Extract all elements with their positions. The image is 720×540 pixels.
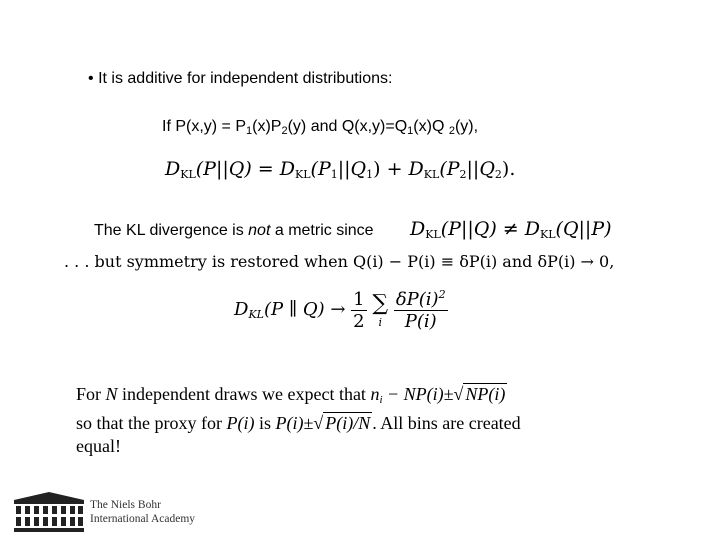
summation: [372, 291, 388, 329]
eq-subscript: KL: [180, 168, 196, 181]
fraction-numerator: 1: [353, 288, 365, 310]
eq-symbol: D: [524, 218, 540, 240]
bullet-line: [88, 70, 392, 88]
not-metric-text: The KL divergence is: [94, 222, 249, 239]
not-metric-line: [94, 222, 374, 240]
para-text: independent draws we expect that: [117, 384, 371, 404]
paragraph-line-3: equal!: [76, 436, 121, 456]
eq-symbol: D: [410, 218, 426, 240]
eq-subscript: 1: [366, 168, 374, 181]
eq-text: (P||Q) =: [195, 158, 280, 180]
symmetry-line: . . . but symmetry is restored when Q(i) − P(i) ≡ δP(i) and δP(i) → 0,: [64, 252, 615, 271]
condition-line: [162, 118, 478, 137]
sum-symbol: ∑: [372, 291, 389, 316]
eq-symbol: D: [279, 158, 295, 180]
not-metric-equation: [410, 218, 612, 241]
numerator-text: δP(i): [395, 289, 439, 310]
niels-bohr-academy-logo: [10, 490, 202, 534]
eq-subscript: 2: [494, 168, 502, 181]
limit-equation: [234, 288, 448, 332]
condition-text: (y) and Q(x,y)=Q: [287, 118, 408, 135]
para-math: P(i): [226, 413, 255, 433]
fraction-numerator: [394, 288, 448, 311]
condition-subscript: 1: [246, 125, 253, 137]
condition-subscript: 2: [448, 125, 455, 137]
sum-index: i: [378, 316, 382, 329]
eq-subscript: KL: [423, 168, 440, 181]
eq-subscript: KL: [248, 308, 264, 321]
para-text: is: [254, 413, 276, 433]
logo-line-1: The Niels Bohr: [90, 499, 161, 511]
para-text: . All bins are created: [372, 413, 521, 433]
condition-text: (x)Q: [413, 118, 449, 135]
para-math: − NP(i)±: [382, 384, 454, 404]
para-text: For: [76, 384, 106, 404]
eq-symbol: D: [165, 158, 181, 180]
eq-text: ||Q: [466, 158, 495, 180]
additivity-equation: [165, 158, 515, 181]
sqrt-content: P(i)/N: [325, 413, 371, 433]
condition-subscript: 2: [281, 125, 288, 137]
condition-text: (x)P: [252, 118, 282, 135]
academy-building-icon: [10, 490, 88, 534]
fraction-denominator: 2: [353, 310, 365, 332]
eq-subscript: KL: [295, 168, 311, 181]
bullet-symbol: •: [88, 70, 94, 87]
eq-text: (Q||P): [555, 218, 612, 240]
eq-subscript: 1: [330, 168, 338, 181]
eq-subscript: 2: [459, 168, 467, 181]
eq-text: (P||Q) ≠: [440, 218, 525, 240]
eq-subscript: KL: [540, 228, 556, 241]
fraction-denominator: P(i): [404, 311, 437, 332]
bullet-text: It is additive for independent distributions:: [98, 70, 393, 87]
ratio-fraction: [394, 288, 448, 332]
half-fraction: [351, 289, 366, 332]
not-metric-emphasis: not: [248, 222, 271, 239]
eq-text: ||Q: [337, 158, 367, 180]
eq-text: (P ∥ Q) →: [263, 299, 352, 320]
para-math: n: [370, 384, 380, 404]
paragraph-line-1: For N independent draws we expect that $n_i - NP(i)\pm√$ NP(i): [76, 384, 506, 406]
eq-text: (P: [439, 158, 460, 180]
para-text: so that the proxy for: [76, 413, 227, 433]
condition-text: (y),: [454, 118, 479, 135]
numerator-exponent: 2: [438, 288, 446, 301]
para-math: N: [105, 384, 118, 404]
paragraph: [76, 383, 521, 458]
para-math: P(i)±: [275, 413, 314, 433]
logo-text: [90, 498, 195, 526]
eq-text: (P: [310, 158, 331, 180]
not-metric-text: a metric since: [270, 222, 374, 239]
sqrt-content: NP(i): [465, 384, 506, 404]
paragraph-line-2: so that the proxy for P(i) is P(i)±√ P(i)/N . All bins are created: [76, 413, 521, 433]
eq-subscript: KL: [425, 228, 441, 241]
para-subscript: i: [379, 394, 383, 406]
condition-text: If P(x,y) = P: [162, 118, 247, 135]
condition-subscript: 1: [407, 125, 414, 137]
eq-text: ).: [501, 158, 516, 180]
eq-symbol: D: [234, 299, 249, 320]
eq-text: ) +: [373, 158, 409, 180]
eq-symbol: D: [408, 158, 424, 180]
logo-line-2: International Academy: [90, 513, 196, 525]
